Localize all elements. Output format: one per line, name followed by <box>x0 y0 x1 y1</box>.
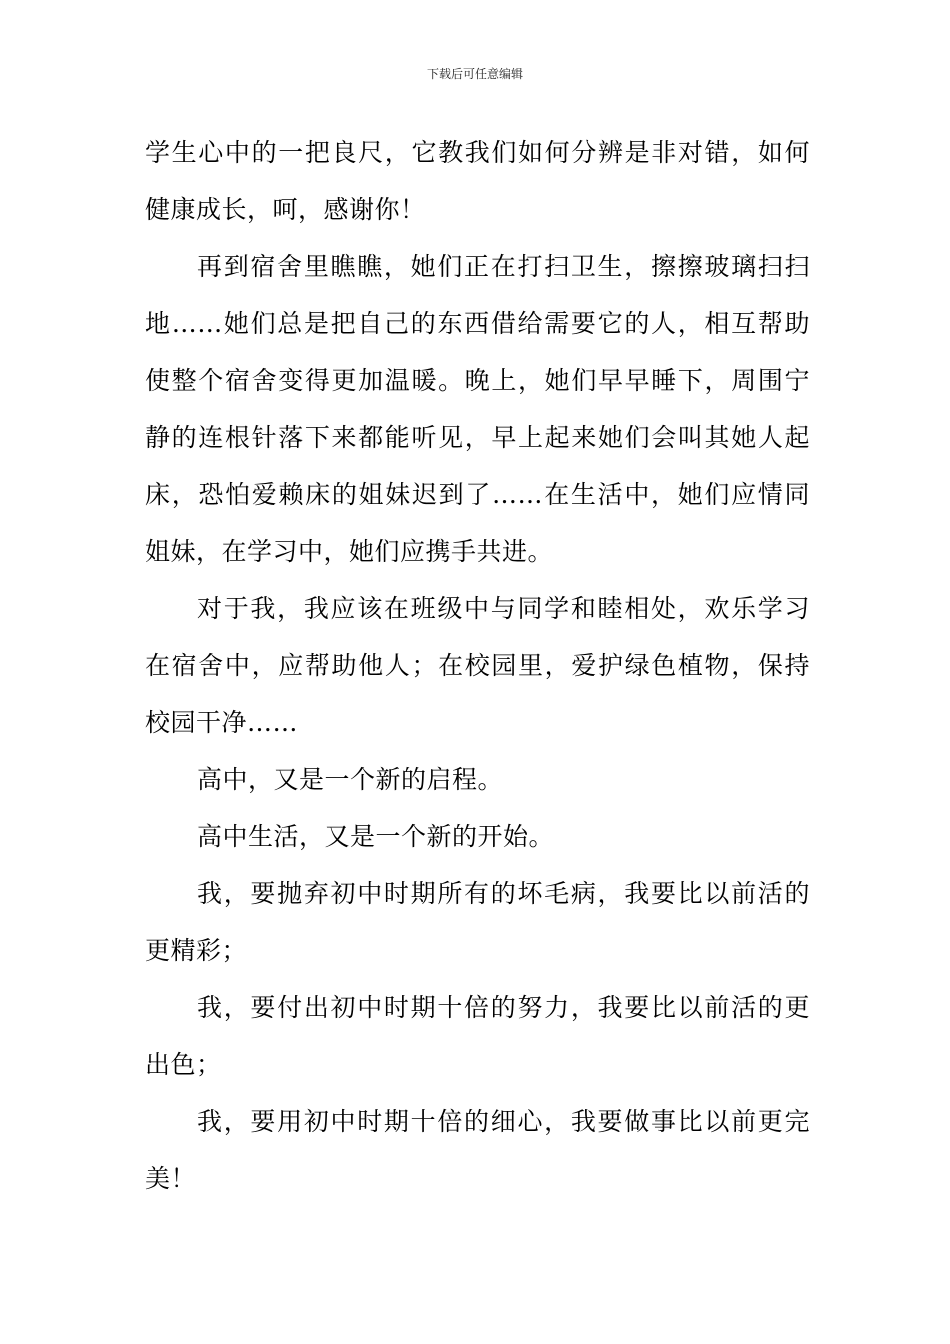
text-line: 姐妹，在学习中，她们应携手共进。 <box>145 537 554 566</box>
text-line: 床，恐怕爱赖床的姐妹迟到了……在生活中，她们应情同 <box>145 480 810 509</box>
text-line: 学生心中的一把良尺，它教我们如何分辨是非对错，如何 <box>145 138 810 167</box>
text-line: 美！ <box>145 1164 197 1193</box>
body-text <box>145 124 810 1207</box>
page-header: 下载后可任意编辑 <box>426 67 523 81</box>
text-line: 出色； <box>145 1050 222 1079</box>
text-line: 使整个宿舍变得更加温暖。晚上，她们早早睡下，周围宁 <box>145 366 810 395</box>
text-line: 在宿舍中，应帮助他人；在校园里，爱护绿色植物，保持 <box>145 651 810 680</box>
paragraph-start-line: 我，要用初中时期十倍的细心，我要做事比以前更完 <box>197 1107 810 1136</box>
paragraph-start-line: 再到宿舍里瞧瞧，她们正在打扫卫生，擦擦玻璃扫扫 <box>197 252 810 281</box>
paragraph-start-line: 对于我，我应该在班级中与同学和睦相处，欢乐学习 <box>197 594 810 623</box>
paragraph-start-line: 高中，又是一个新的启程。 <box>197 765 504 794</box>
text-line: 校园干净…… <box>145 708 299 737</box>
text-line: 静的连根针落下来都能听见，早上起来她们会叫其她人起 <box>145 423 810 452</box>
paragraph-start-line: 我，要抛弃初中时期所有的坏毛病，我要比以前活的 <box>197 879 810 908</box>
text-line: 健康成长，呵，感谢你！ <box>145 195 426 224</box>
text-line: 地……她们总是把自己的东西借给需要它的人，相互帮助 <box>145 309 810 338</box>
paragraph-start-line: 高中生活，又是一个新的开始。 <box>197 822 555 851</box>
text-line: 更精彩； <box>145 936 248 965</box>
paragraph-start-line: 我，要付出初中时期十倍的努力，我要比以前活的更 <box>197 993 810 1022</box>
